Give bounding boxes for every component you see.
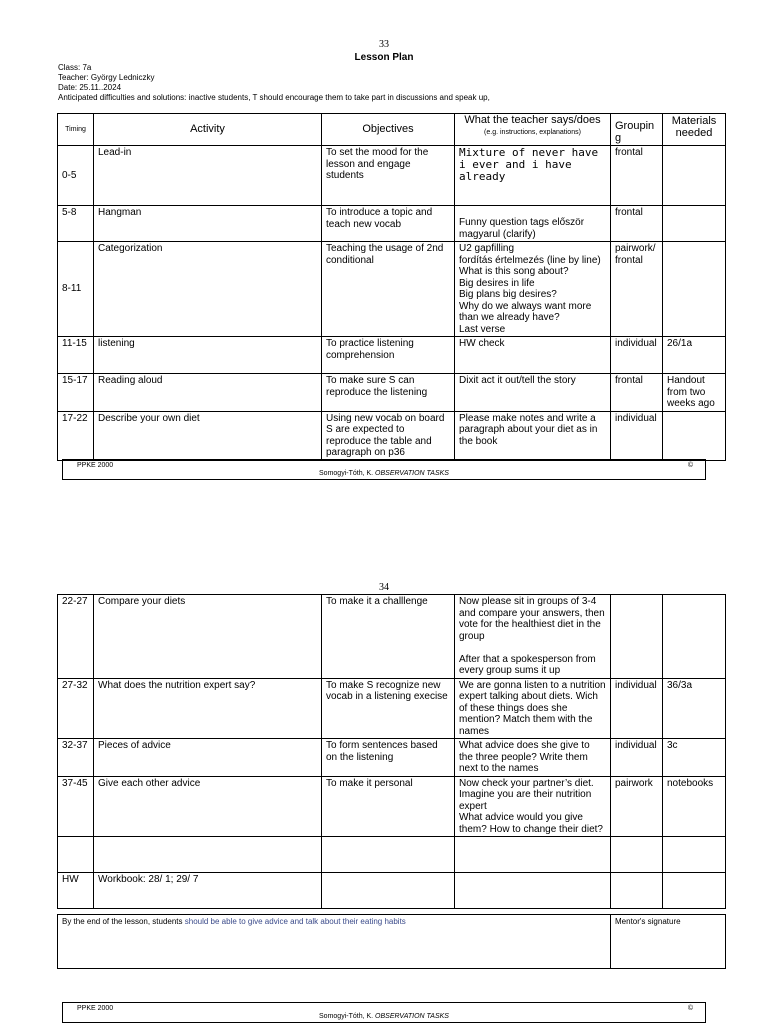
cell-objectives: To practice listening comprehension	[322, 337, 455, 374]
table-row	[58, 337, 726, 374]
cell-teacher: Now please sit in groups of 3-4 and compare your answers, then vote for the healthiest diet in the group After that a spokesperson from every group sums it up	[455, 595, 611, 679]
teacher-line: Teacher: György Ledniczky	[58, 73, 155, 82]
table-row	[58, 411, 726, 460]
cell-timing: 5-8	[58, 206, 94, 242]
cell-objectives: To form sentences based on the listening	[322, 739, 455, 777]
footer-title: OBSERVATION TASKS	[375, 1013, 449, 1020]
cell-objectives: Using new vocab on board S are expected to reproduce the table and paragraph on p36	[322, 411, 455, 460]
cell-activity: Pieces of advice	[94, 739, 322, 777]
header-materials: Materials needed	[663, 114, 726, 146]
cell-objectives: To make it a challlenge	[322, 595, 455, 679]
cell-materials	[663, 595, 726, 679]
footer-author: Somogyi-Tóth, K.	[319, 470, 376, 477]
cell-objectives: To introduce a topic and teach new vocab	[322, 206, 455, 242]
cell-activity: Give each other advice	[94, 776, 322, 837]
footer-copyright: ©	[687, 462, 693, 469]
footer-author: Somogyi-Tóth, K.	[319, 1013, 376, 1020]
table-row	[58, 678, 726, 739]
cell-materials: notebooks	[663, 776, 726, 837]
cell-timing: HW	[58, 873, 94, 909]
cell-materials	[663, 411, 726, 460]
cell-materials: Handout from two weeks ago	[663, 374, 726, 412]
cell-timing: 37-45	[58, 776, 94, 837]
cell-materials	[663, 873, 726, 909]
cell-teacher: Funny question tags először magyarul (clarify)	[455, 206, 611, 242]
footer-left: PPKE 2000	[77, 462, 114, 469]
class-line: Class: 7a	[58, 63, 92, 72]
cell-grouping: individual	[611, 337, 663, 374]
cell-teacher: HW check	[455, 337, 611, 374]
cell-activity: Workbook: 28/ 1; 29/ 7	[94, 873, 322, 909]
footer-title: OBSERVATION TASKS	[375, 470, 449, 477]
cell-grouping: pairwork	[611, 776, 663, 837]
cell-grouping	[611, 837, 663, 873]
table-row	[58, 206, 726, 242]
cell-grouping	[611, 873, 663, 909]
cell-teacher: Now check your partner’s diet. Imagine you are their nutrition expert What advice would you give them? How to change their diet?	[455, 776, 611, 837]
outcome-text: should be able to give advice and talk about their eating habits	[184, 917, 406, 926]
cell-objectives: To make S recognize new vocab in a listening execise	[322, 678, 455, 739]
page-number: 33	[379, 39, 389, 50]
difficulties-line: Anticipated difficulties and solutions: inactive students, T should encourage them to take part in discussions and speak up,	[58, 93, 490, 102]
cell-timing: 22-27	[58, 595, 94, 679]
cell-objectives: To make sure S can reproduce the listening	[322, 374, 455, 412]
outcome-cell	[58, 915, 611, 969]
cell-objectives: To set the mood for the lesson and engage students	[322, 146, 455, 206]
page-title: Lesson Plan	[354, 52, 414, 63]
cell-teacher	[455, 837, 611, 873]
footer-center	[63, 470, 705, 477]
header-objectives: Objectives	[322, 114, 455, 146]
cell-grouping: individual	[611, 739, 663, 777]
lesson-plan-table-2	[57, 594, 726, 909]
cell-materials	[663, 242, 726, 337]
cell-activity: Describe your own diet	[94, 411, 322, 460]
cell-teacher: What advice does she give to the three people? Write them next to the names	[455, 739, 611, 777]
cell-materials: 26/1a	[663, 337, 726, 374]
cell-activity: Reading aloud	[94, 374, 322, 412]
lesson-meta	[58, 63, 490, 103]
cell-materials: 36/3a	[663, 678, 726, 739]
cell-timing: 8-11	[58, 242, 94, 337]
cell-objectives: Teaching the usage of 2nd conditional	[322, 242, 455, 337]
cell-teacher: U2 gapfilling fordítás értelmezés (line by line) What is this song about? Big desires in life Big plans big desires? Why do we always want more than we already have? Last verse	[455, 242, 611, 337]
page-number: 34	[379, 582, 389, 593]
table-row	[58, 242, 726, 337]
footer-left: PPKE 2000	[77, 1005, 114, 1012]
cell-timing: 11-15	[58, 337, 94, 374]
cell-materials	[663, 837, 726, 873]
cell-objectives	[322, 837, 455, 873]
footer-center	[63, 1013, 705, 1020]
cell-timing	[58, 837, 94, 873]
cell-timing: 32-37	[58, 739, 94, 777]
cell-materials	[663, 206, 726, 242]
cell-objectives: To make it personal	[322, 776, 455, 837]
cell-grouping: frontal	[611, 146, 663, 206]
cell-teacher: We are gonna listen to a nutrition expert talking about diets. Wich of these things does she mention? Match them with the names	[455, 678, 611, 739]
cell-activity: Categorization	[94, 242, 322, 337]
cell-grouping: pairwork/ frontal	[611, 242, 663, 337]
cell-teacher: Please make notes and write a paragraph about your diet as in the book	[455, 411, 611, 460]
header-teacher-label: What the teacher says/does	[464, 114, 601, 126]
table-row	[58, 837, 726, 873]
cell-activity: Hangman	[94, 206, 322, 242]
outcome-row	[58, 915, 726, 969]
header-teacher	[455, 114, 611, 146]
cell-timing: 17-22	[58, 411, 94, 460]
cell-teacher	[455, 873, 611, 909]
page-footer	[62, 459, 706, 480]
cell-grouping: individual	[611, 678, 663, 739]
cell-materials: 3c	[663, 739, 726, 777]
cell-grouping: frontal	[611, 206, 663, 242]
table-row	[58, 739, 726, 777]
cell-teacher: Mixture of never have i ever and i have already	[455, 146, 611, 206]
cell-timing: 27-32	[58, 678, 94, 739]
cell-timing: 0-5	[58, 146, 94, 206]
cell-grouping: frontal	[611, 374, 663, 412]
table-row	[58, 146, 726, 206]
table-row	[58, 374, 726, 412]
cell-activity: Lead-in	[94, 146, 322, 206]
header-timing: Timing	[58, 114, 94, 146]
lesson-plan-table-1	[57, 113, 726, 461]
page-footer	[62, 1002, 706, 1023]
header-teacher-note: (e.g. instructions, explanations)	[484, 128, 581, 136]
outcome-table	[57, 914, 726, 969]
outcome-prefix: By the end of the lesson, students	[62, 917, 185, 926]
table-row	[58, 776, 726, 837]
header-grouping: Groupin g	[611, 114, 663, 146]
table-row	[58, 595, 726, 679]
cell-teacher: Dixit act it out/tell the story	[455, 374, 611, 412]
cell-activity: listening	[94, 337, 322, 374]
cell-grouping	[611, 595, 663, 679]
cell-activity	[94, 837, 322, 873]
table-header-row	[58, 114, 726, 146]
table-row	[58, 873, 726, 909]
date-line: Date: 25.11..2024	[58, 83, 122, 92]
cell-materials	[663, 146, 726, 206]
cell-activity: What does the nutrition expert say?	[94, 678, 322, 739]
footer-copyright: ©	[687, 1005, 693, 1012]
mentor-signature-cell: Mentor's signature	[611, 915, 726, 969]
cell-grouping: individual	[611, 411, 663, 460]
cell-timing: 15-17	[58, 374, 94, 412]
header-activity: Activity	[94, 114, 322, 146]
cell-activity: Compare your diets	[94, 595, 322, 679]
cell-objectives	[322, 873, 455, 909]
